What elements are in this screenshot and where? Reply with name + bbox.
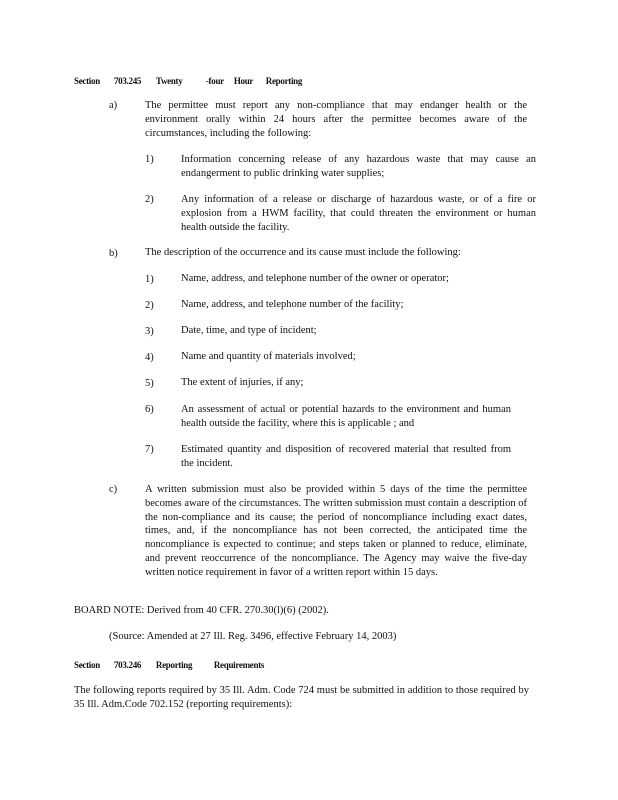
section-title-word: Reporting: [265, 76, 303, 86]
source-note: (Source: Amended at 27 Ill. Reg. 3496, effective February 14, 2003): [109, 631, 397, 642]
item-marker: a): [109, 100, 118, 111]
item-paragraph: The description of the occurrence and its cause must include the following:: [145, 247, 461, 258]
subitem-marker: 4): [145, 352, 154, 363]
section-title-word: Hour: [233, 76, 254, 86]
subitem-marker: 2): [145, 300, 154, 311]
section-title-word: -four: [205, 76, 224, 86]
subitem-marker: 1): [145, 154, 154, 165]
item-marker: c): [109, 484, 118, 495]
section-heading: [74, 660, 264, 670]
subitem-paragraph: Name, address, and telephone number of the facility;: [181, 299, 404, 310]
subitem-marker: 7): [145, 444, 154, 455]
section-title-word: Twenty: [155, 76, 183, 86]
subitem-paragraph: Any information of a release or discharge of hazardous waste, or of a fire or explosion from a HWM facility, that could threaten the environment or human health outside the facility.: [181, 194, 536, 233]
section-paragraph: The following reports required by 35 Ill. Adm. Code 724 must be submitted in addition to those required by 35 Ill. Adm.Code 702.152 (reporting requirements):: [74, 685, 529, 710]
section-heading: [74, 76, 302, 86]
section-label: Section: [74, 76, 100, 86]
item-marker: b): [109, 248, 118, 259]
subitem-marker: 6): [145, 404, 154, 415]
subitem-paragraph: The extent of injuries, if any;: [181, 377, 304, 388]
subitem-paragraph: Date, time, and type of incident;: [181, 325, 317, 336]
item-paragraph: The permittee must report any non-compliance that may endanger health or the environment orally within 24 hours after the permittee becomes aware of the circumstances, including the following:: [145, 100, 527, 139]
section-number: 703.245: [113, 76, 142, 86]
subitem-paragraph: An assessment of actual or potential hazards to the environment and human health outside the facility, where this is applicable ; and: [181, 404, 511, 429]
subitem-marker: 3): [145, 326, 154, 337]
subitem-marker: 1): [145, 274, 154, 285]
section-title-word: Requirements: [213, 660, 265, 670]
subitem-paragraph: Name and quantity of materials involved;: [181, 351, 356, 362]
board-note: BOARD NOTE: Derived from 40 CFR. 270.30(l)(6) (2002).: [74, 605, 329, 616]
item-paragraph: A written submission must also be provided within 5 days of the time the permittee becomes aware of the circumstances. The written submission must contain a description of the non-compliance and its cause; the period of noncompliance including exact dates, times, and, if the noncompliance has not been corrected, the anticipated time the noncompliance is expected to continue; and steps taken or planned to reduce, eliminate, and prevent reoccurrence of the noncompliance. The Agency may waive the five-day written notice requirement in favor of a written report within 15 days.: [145, 484, 527, 578]
section-title-word: Reporting: [155, 660, 193, 670]
section-number: 703.246: [113, 660, 142, 670]
subitem-paragraph: Name, address, and telephone number of the owner or operator;: [181, 273, 449, 284]
subitem-marker: 2): [145, 194, 154, 205]
subitem-marker: 5): [145, 378, 154, 389]
section-label: Section: [74, 660, 100, 670]
subitem-paragraph: Estimated quantity and disposition of recovered material that resulted from the incident.: [181, 444, 511, 469]
subitem-paragraph: Information concerning release of any hazardous waste that may cause an endangerment to public drinking water supplies;: [181, 154, 536, 179]
